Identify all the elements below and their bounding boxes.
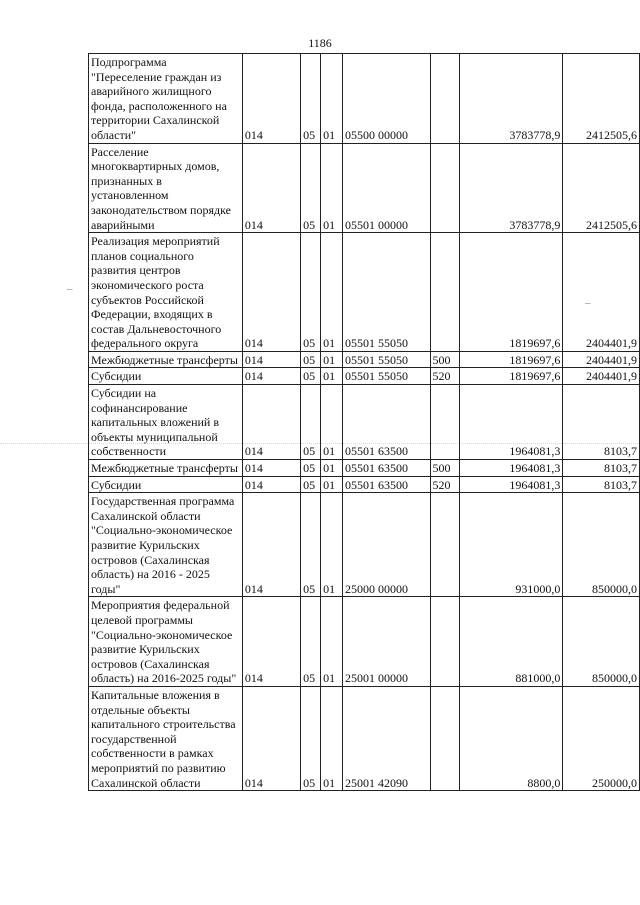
expense-type-code [430, 143, 460, 233]
section-code: 05 [301, 385, 321, 460]
expense-type-code [430, 233, 460, 352]
scan-mark: – [67, 283, 73, 295]
table-row [89, 460, 640, 477]
amount-year-1: 3783778,9 [460, 143, 563, 233]
target-article-code: 05501 00000 [342, 143, 430, 233]
subsection-code: 01 [321, 54, 343, 144]
subsection-code: 01 [321, 460, 343, 477]
subsection-code: 01 [321, 385, 343, 460]
amount-year-1: 8800,0 [460, 686, 563, 790]
amount-year-2: 250000,0 [563, 686, 640, 790]
row-name: Субсидии на софинансирование капитальных вложений в объекты муниципальной собственности [89, 385, 243, 460]
ministry-code: 014 [242, 476, 300, 493]
amount-year-1: 1964081,3 [460, 460, 563, 477]
ministry-code: 014 [242, 368, 300, 385]
section-code: 05 [301, 476, 321, 493]
expense-type-code: 500 [430, 351, 460, 368]
row-name: Подпрограмма "Переселение граждан из аварийного жилищного фонда, расположенного на территории Сахалинской области" [89, 54, 243, 144]
target-article-code: 05501 55050 [342, 368, 430, 385]
ministry-code: 014 [242, 597, 300, 687]
amount-year-1: 1964081,3 [460, 385, 563, 460]
table-row [89, 368, 640, 385]
row-name: Государственная программа Сахалинской области "Социально-экономическое развитие Курильских островов (Сахалинская область) на 2016 - 2025 годы" [89, 493, 243, 597]
row-name: Капитальные вложения в отдельные объекты капитального строительства государственной собственности в рамках мероприятий по развитию Сахалинской области [89, 686, 243, 790]
expense-type-code [430, 493, 460, 597]
amount-year-1: 1819697,6 [460, 368, 563, 385]
amount-year-1: 1819697,6 [460, 233, 563, 352]
amount-year-1: 3783778,9 [460, 54, 563, 144]
target-article-code: 25001 42090 [342, 686, 430, 790]
subsection-code: 01 [321, 368, 343, 385]
row-name: Расселение многоквартирных домов, признанных в установленном законодательством порядке аварийными [89, 143, 243, 233]
expense-type-code [430, 54, 460, 144]
row-name: Мероприятия федеральной целевой программы "Социально-экономическое развитие Курильских островов (Сахалинская область) на 2016-2025 годы" [89, 597, 243, 687]
section-code: 05 [301, 460, 321, 477]
ministry-code: 014 [242, 54, 300, 144]
row-name: Межбюджетные трансферты [89, 460, 243, 477]
table-row [89, 143, 640, 233]
amount-year-2: 850000,0 [563, 597, 640, 687]
target-article-code: 05500 00000 [342, 54, 430, 144]
table-row [89, 597, 640, 687]
target-article-code: 05501 55050 [342, 233, 430, 352]
table-row [89, 385, 640, 460]
ministry-code: 014 [242, 143, 300, 233]
amount-year-2: 8103,7 [563, 476, 640, 493]
ministry-code: 014 [242, 351, 300, 368]
expense-type-code: 520 [430, 368, 460, 385]
amount-year-1: 1964081,3 [460, 476, 563, 493]
table-row [89, 351, 640, 368]
amount-year-2: 2404401,9 [563, 233, 640, 352]
section-code: 05 [301, 351, 321, 368]
section-code: 05 [301, 493, 321, 597]
amount-year-1: 881000,0 [460, 597, 563, 687]
subsection-code: 01 [321, 686, 343, 790]
ministry-code: 014 [242, 493, 300, 597]
amount-year-2: 2404401,9 [563, 368, 640, 385]
table-row [89, 686, 640, 790]
subsection-code: 01 [321, 233, 343, 352]
amount-year-2: 2404401,9 [563, 351, 640, 368]
section-code: 05 [301, 597, 321, 687]
expense-type-code [430, 385, 460, 460]
table-row [89, 233, 640, 352]
amount-year-2: 8103,7 [563, 460, 640, 477]
section-code: 05 [301, 143, 321, 233]
expense-type-code: 500 [430, 460, 460, 477]
target-article-code: 05501 63500 [342, 476, 430, 493]
page-number: 1186 [308, 36, 332, 50]
table-row [89, 493, 640, 597]
row-name: Реализация мероприятий планов социального развития центров экономического роста субъектов Российской Федерации, входящих в состав Дальневосточного федерального округа [89, 233, 243, 352]
amount-year-1: 931000,0 [460, 493, 563, 597]
amount-year-2: 850000,0 [563, 493, 640, 597]
ministry-code: 014 [242, 686, 300, 790]
row-name: Субсидии [89, 368, 243, 385]
target-article-code: 05501 55050 [342, 351, 430, 368]
table-row [89, 54, 640, 144]
table-row [89, 476, 640, 493]
subsection-code: 01 [321, 351, 343, 368]
subsection-code: 01 [321, 493, 343, 597]
section-code: 05 [301, 368, 321, 385]
amount-year-2: 2412505,6 [563, 143, 640, 233]
ministry-code: 014 [242, 460, 300, 477]
target-article-code: 05501 63500 [342, 460, 430, 477]
section-code: 05 [301, 54, 321, 144]
scan-mark: – [585, 297, 591, 309]
target-article-code: 05501 63500 [342, 385, 430, 460]
amount-year-2: 2412505,6 [563, 54, 640, 144]
budget-table [88, 53, 640, 791]
section-code: 05 [301, 233, 321, 352]
ministry-code: 014 [242, 233, 300, 352]
target-article-code: 25001 00000 [342, 597, 430, 687]
expense-type-code [430, 686, 460, 790]
amount-year-1: 1819697,6 [460, 351, 563, 368]
row-name: Межбюджетные трансферты [89, 351, 243, 368]
ministry-code: 014 [242, 385, 300, 460]
subsection-code: 01 [321, 143, 343, 233]
expense-type-code: 520 [430, 476, 460, 493]
row-name: Субсидии [89, 476, 243, 493]
subsection-code: 01 [321, 597, 343, 687]
subsection-code: 01 [321, 476, 343, 493]
amount-year-2: 8103,7 [563, 385, 640, 460]
target-article-code: 25000 00000 [342, 493, 430, 597]
section-code: 05 [301, 686, 321, 790]
expense-type-code [430, 597, 460, 687]
